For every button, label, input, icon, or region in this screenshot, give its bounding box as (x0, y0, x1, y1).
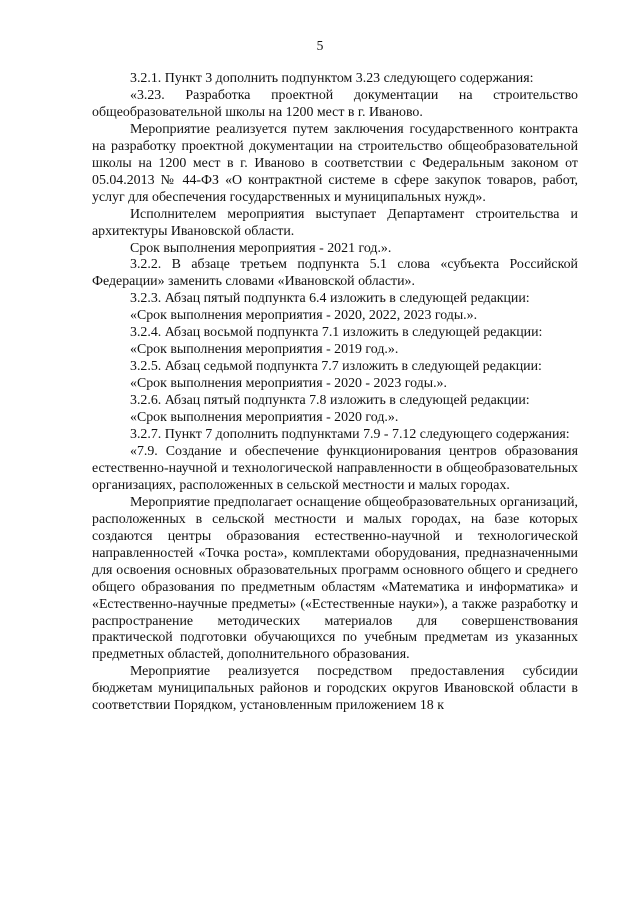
paragraph-3-2-2: 3.2.2. В абзаце третьем подпункта 5.1 слова «субъекта Российской Федерации» заменить словами «Ивановской области». (92, 257, 578, 290)
paragraph-3-2-3: 3.2.3. Абзац пятый подпункта 6.4 изложить в следующей редакции: (130, 291, 530, 307)
page-number: 5 (316, 38, 324, 53)
paragraph-3-23-executor: Исполнителем мероприятия выступает Департамент строительства и архитектуры Ивановской области. (92, 206, 578, 239)
paragraph-7-9-description: Мероприятие предполагает оснащение общеобразовательных организаций, расположенных в сельской местности и малых городах, на базе которых создаются центры образования естественно-научной и технологической направленностей «Точка роста», комплектами оборудования, предназначенными для освоения основных образовательных программ основного общего и среднего общего образования по предметным областям «Математика и информатика» и «Естественно-научные предметы» («Естественные науки»), а также разработку и распространение методических материалов для совершенствования практической подготовки обучающихся по учебным предметам из указанных предметных областей, дополнительного образования. (92, 494, 578, 663)
paragraph-3-2-5: 3.2.5. Абзац седьмой подпункта 7.7 изложить в следующей редакции: (130, 359, 542, 375)
paragraph-3-2-6: 3.2.6. Абзац пятый подпункта 7.8 изложить в следующей редакции: (130, 393, 530, 409)
paragraph-3-2-4: 3.2.4. Абзац восьмой подпункта 7.1 изложить в следующей редакции: (130, 325, 543, 341)
paragraph-3-2-3-deadline: «Срок выполнения мероприятия - 2020, 2022, 2023 годы.». (130, 308, 478, 324)
paragraph-3-2-1: 3.2.1. Пункт 3 дополнить подпунктом 3.23 следующего содержания: (130, 71, 534, 86)
paragraph-3-2-6-deadline: «Срок выполнения мероприятия - 2020 год.». (130, 410, 399, 426)
paragraph-7-9-funding: Мероприятие реализуется посредством предоставления субсидии бюджетам муниципальных районов и городских округов Ивановской области в соответствии Порядком, установленным приложением 18 к (92, 664, 578, 714)
paragraph-3-23-title: «3.23. Разработка проектной документации на строительство общеобразовательной школы на 1200 мест в г. Иваново. (92, 87, 578, 120)
document-body (92, 71, 578, 715)
paragraph-7-9-title: «7.9. Создание и обеспечение функционирования центров образования естественно-научной и технологической направленности в общеобразовательных организациях, расположенных в сельской местности и малых городах. (92, 443, 578, 493)
paragraph-3-2-7: 3.2.7. Пункт 7 дополнить подпунктами 7.9 - 7.12 следующего содержания: (130, 427, 570, 443)
paragraph-3-2-4-deadline: «Срок выполнения мероприятия - 2019 год.». (130, 342, 399, 358)
paragraph-3-23-description: Мероприятие реализуется путем заключения государственного контракта на разработку проектной документации на строительство общеобразовательной школы на 1200 мест в г. Иваново в соответствии с Федеральным законом от 05.04.2013 № 44-ФЗ «О контрактной системе в сфере закупок товаров, работ, услуг для обеспечения государственных и муниципальных нужд». (92, 121, 578, 205)
paragraph-3-2-5-deadline: «Срок выполнения мероприятия - 2020 - 2023 годы.». (130, 376, 447, 392)
paragraph-3-23-deadline: Срок выполнения мероприятия - 2021 год.». (130, 240, 392, 256)
